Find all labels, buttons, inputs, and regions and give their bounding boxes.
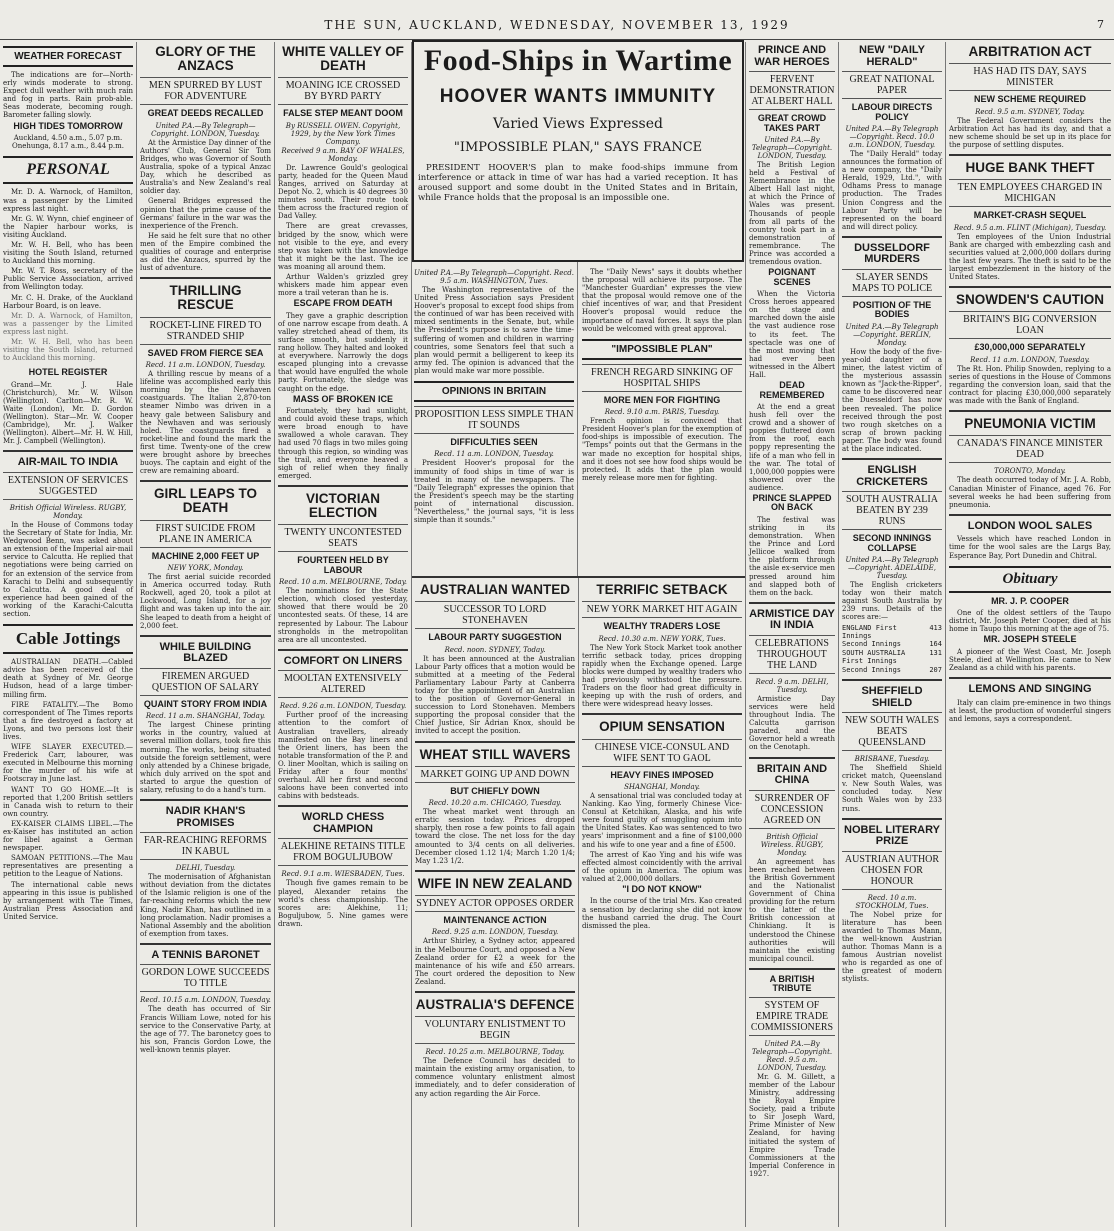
subhead: GREAT NATIONAL PAPER — [842, 71, 942, 99]
body-text: The arrest of Kao Ying and his wife was effected almost coincidently with the arrival of the opium in America. The opium was valued at 2,000,000 dollars. — [582, 850, 742, 883]
headline: A TENNIS BARONET — [151, 948, 260, 961]
byline: By RUSSELL OWEN. Copyright, 1929, by the New York Times Company. — [285, 121, 401, 146]
cable-item: EX-KAISER CLAIMS LIBEL.—The ex-Kaiser has instituted an action for libel against a German newspaper. — [3, 819, 133, 853]
cable-item: The international cable news appearing in this issue is published by arrangement with The Times, Australian Press Association and United Service. — [3, 880, 133, 921]
headline: NOBEL LITERARY PRIZE — [844, 823, 940, 848]
headline: WHITE VALLEY OF DEATH — [282, 44, 404, 74]
headline: OPINIONS IN BRITAIN — [414, 381, 574, 402]
deck: LABOUR PARTY SUGGESTION — [428, 632, 562, 643]
dateline: Recd. 11 a.m. SHANGHAI, Today. — [145, 712, 266, 721]
headline: AUSTRALIAN WANTED — [420, 582, 570, 597]
deck: BUT CHIEFLY DOWN — [450, 785, 540, 796]
deck: LABOUR DIRECTS POLICY — [851, 102, 933, 122]
dateline: Recd. 9.26 a.m. LONDON, Tuesday. — [279, 702, 407, 711]
deck: WEALTHY TRADERS LOSE — [603, 621, 721, 632]
body-text: Fortunately, they had sunlight, and could avoid these traps, which were broad enough to have swallowed a whole caravan. They had used 70 flags in two miles going through this region, so winding was the trail, and everyone heaved a sigh of relief when they finally emerged. — [278, 407, 408, 480]
deck: MACHINE 2,000 FEET UP — [151, 550, 260, 561]
body-text: It has been announced at the Australian Labour Party offices that a motion would be submitted at a meeting of the Federal Parliamentary Labour Party at Canberra today for the appointment of an Australian to the position of Governor-General in succession to Lord Stonehaven. Members supporting the proposal consider that the Chief Justice, Sir Adrian Knox, should be invited to accept the position. — [415, 654, 575, 736]
body-text: A sensational trial was concluded today at Nanking. Kao Ying, formerly Chinese Vice-Consul at Ketchikan, Alaska, and his wife were found guilty of smuggling opium into the United States. Kao was sentenced to two years' imprisonment and a fine of $100,000 and his wife to one year and a fine of £500. — [582, 791, 742, 849]
body-text: In the course of the trial Mrs. Kao created a sensation by declaring she did not know the husband carried the drug. The Court dismissed the plea. — [582, 897, 742, 930]
headline: WHILE BUILDING BLAZED — [159, 640, 252, 665]
body-text: The wheat market went through an erratic session today. Prices dropped sharply, then rose a few points to fall again toward the close. The net loss for the day amounted to 3/4 cents on all deliveries. December closed 1.12 1/4; March 1.20 1/4; May 1.23 1/2. — [415, 808, 575, 865]
subhead: NEW SOUTH WALES BEATS QUEENSLAND — [842, 712, 942, 751]
column-rule — [577, 262, 578, 576]
cable-item: WIFE SLAYER EXECUTED.—Frederick Carr, labourer, was executed in Melbourne this morning for the murder of his wife at Footscray in June last. — [3, 743, 133, 784]
body-text: Dr. Lawrence Gould's geological party, headed for the Queen Maud Ranges, arrived on Saturday at Depot No. 2, which is 40 degrees 30 minutes south. Their route took them across the fractured region of Dad Valley. — [278, 163, 408, 221]
subhead: BRITAIN'S BIG CONVERSION LOAN — [949, 311, 1111, 339]
body-text: The New York Stock Market took another terrific setback today, prices dropping rapidly when the Exchange opened. Large blocks were dumped by wealthy traders who had previously withstood the pressure. Traders on the floor had great difficulty in keeping up with the rush of orders, and there were widespread heavy losses. — [582, 643, 742, 709]
subhead: FERVENT DEMONSTRATION AT ALBERT HALL — [749, 71, 835, 110]
body-text: Further proof of the increasing attention to the comfort of Australian travellers, already manifested on the Bay liners and the Orient liners, has been the notable transformation of the P. and O. liner Mooltan, which is sailing on Friday after a four months' overhaul. All her first and second saloons have been converted into cabins with bedsteads. — [278, 711, 408, 801]
body-text: The Sheffield Shield cricket match, Queensland v. New South Wales, was concluded today. New South Wales won by 233 runs. — [842, 764, 942, 813]
dateline: United P.A.—By Telegraph—Copyright. Recd. 9.5 a.m. LONDON, Tuesday. — [751, 1039, 833, 1072]
headline: "IMPOSSIBLE PLAN" — [582, 339, 742, 360]
subhead: AUSTRIAN AUTHOR CHOSEN FOR HONOUR — [842, 851, 942, 890]
dateline: Recd. 10.25 a.m. MELBOURNE, Today. — [425, 1048, 565, 1057]
subhead: FIRST SUICIDE FROM PLANE IN AMERICA — [140, 520, 271, 548]
obituary-name: MR. J. P. COOPER — [991, 595, 1069, 606]
headline: LONDON WOOL SALES — [967, 519, 1093, 532]
subhead: SURRENDER OF CONCESSION AGREED ON — [749, 790, 835, 829]
hotel-text: Grand—Mr. J. Hale (Christchurch), Mr. W. Wilson (Wellington). Carlton—Mr. R. W. Waite (London), Mr. D. Gordon (Wellington). Star—Mr. W. Cooper (Cambridge), Mr. J. Walker (Wellington). Albert—Mr. H. W. Hill, Mr. J. Campbell (Wellington). — [3, 380, 133, 446]
deck: SAVED FROM FIERCE SEA — [147, 347, 264, 358]
dateline: Recd. 9.5 a.m. SYDNEY, Today. — [975, 107, 1085, 116]
personal-item: Mr. D. A. Warnock, of Hamilton, was a passenger by the Limited express last night. — [3, 188, 133, 213]
score-label: Second Innings — [842, 665, 902, 674]
body-text: French opinion is convinced that President Hoover's plan for the exemption of food-ships is impossible of execution. The "Temps" points out that the Germans in the war made no exception for hospital ships, and it does not see how food ships would be protected. It adds that the plan would merely release more men for fighting. — [582, 417, 742, 482]
dateline: DELHI, Tuesday. — [175, 864, 236, 873]
lead-deck: Varied Views Expressed — [493, 116, 663, 132]
column-2 — [137, 42, 274, 1229]
body-text: They gave a graphic description of one narrow escape from death. A valley stretched ahead of them, its surface smooth, but suddenly it rang hollow. They halted and looked at everywhere. Narrowly the dogs escaped plunging into a crevasse that would have engulfed the whole party. Fortunately, the sledge was caught on the edge. — [278, 311, 408, 393]
body-text: President Hoover's proposal for the immunity of food ships in time of war is treated in many of the newspapers. The "Daily Telegraph" expresses the opinion that the President's speech may be the starting point of international discussion. "Nevertheless," the journal says, "it is less simple than it sounds." — [414, 459, 574, 525]
lead-intro: PRESIDENT HOOVER'S plan to make food-ships immune from interference or attack in time of war has had a varied reception. It has aroused support and some doubt in the United States and in Britain, while France holds that the proposal is an impossible one. — [418, 163, 738, 203]
body-text: Armistice Day services were held throughout India. The Calcutta garrison paraded, and the Governor held a wreath on the Cenotaph. — [749, 694, 835, 752]
subhead: GORDON LOWE SUCCEEDS TO TITLE — [140, 964, 271, 992]
subhead: SOUTH AUSTRALIA BEATEN BY 239 RUNS — [842, 491, 942, 530]
score-row — [842, 666, 942, 674]
air-mail-dateline: British Official Wireless. RUGBY, Monday. — [9, 504, 127, 521]
subhead: FIREMEN ARGUED QUESTION OF SALARY — [140, 668, 271, 696]
deck: MORE MEN FOR FIGHTING — [603, 394, 721, 405]
headline: ARMISTICE DAY IN INDIA — [749, 607, 835, 632]
subhead: MEN SPURRED BY LUST FOR ADVENTURE — [140, 77, 271, 105]
headline: ENGLISH CRICKETERS — [856, 464, 928, 488]
lead-title: Food-Ships in Wartime — [423, 44, 733, 77]
body-text: Mr. G. M. Gillett, a member of the Labour Ministry, addressing the Royal Empire Society, paid a tribute to Sir Joseph Ward, Prime Minister of New Zealand, for having initiated the system of Empire Trade Commissioners at the Imperial Conference in 1927. — [749, 1072, 835, 1178]
headline: TERRIFIC SETBACK — [596, 582, 728, 597]
personal-item: Mr. W. T. Ross, secretary of the Public Service Association, arrived from Wellington today. — [3, 267, 133, 292]
dateline: Recd. 9.5 a.m. FLINT (Michigan), Tuesday. — [953, 223, 1107, 232]
dateline: Recd. 9.1 a.m. WIESBADEN, Tues. — [281, 870, 405, 879]
body-text: At the end a great hush fell over the crowd and a shower of poppies fluttered down from the roof, each poppy representing the life of a man who fell in the war. The total of 1,000,000 poppies were showered over the audience. — [749, 402, 835, 492]
subhead: PROPOSITION LESS SIMPLE THAN IT SOUNDS — [414, 406, 574, 434]
headline: WIFE IN NEW ZEALAND — [417, 875, 573, 891]
body-text: An agreement has been reached between the British Government and the Nationalist Government of China providing for the return to the latter of the British concession at Chinkiang. It is understood the Chinese authorities will maintain the existing municipal council. — [749, 857, 835, 963]
body-text: The Washington representative of the United Press Association says President Hoover's proposal to except food ships from the continued of war has been received with mixed sentiments in the Senate, but, while the President's purpose is to save the time-suffering of women and children in warring countries, some Senators feel that such a plan would permit a belligerent to keep its army fed. The opinion is advanced that the plan would make war more possible. — [414, 286, 574, 375]
dateline: United P.A.—By Telegraph—Copyright. Recd. 10.0 a.m. LONDON, Tuesday. — [845, 124, 939, 149]
lead-subtitle: HOOVER WANTS IMMUNITY — [439, 86, 717, 107]
score-label: ENGLAND First Innings — [842, 623, 897, 640]
headline: COMFORT ON LINERS — [283, 654, 403, 667]
body-text: The festival was striking in its demonstration. When the Prince and Lord Jellicoe walked from the platform through the aisle ex-service men pressed around him and slapped both of them on the back. — [749, 515, 835, 597]
crosshead: POIGNANT SCENES — [768, 267, 816, 287]
dateline: United P.A.—By Telegraph—Copyright. BERLIN, Monday. — [845, 322, 939, 347]
personal-title: PERSONAL — [3, 156, 133, 184]
crosshead: PRINCE SLAPPED ON BACK — [752, 493, 832, 513]
body-text: Italy can claim pre-eminence in two things at least, the production of wonderful singers and lemons, says a correspondent. — [949, 698, 1111, 723]
dateline: United P.A.—By Telegraph—Copyright. LONDON, Tuesday. — [151, 121, 260, 138]
obituary-name: MR. JOSEPH STEELE — [983, 634, 1077, 645]
body-text: The Nobel prize for literature has been awarded to Thomas Mann, the well-known Austrian author. Thomas Mann is a famous Austrian novelist who is regarded as one of the greatest of modern stylists. — [842, 910, 942, 984]
dateline: Received 9 a.m. BAY OF WHALES, Monday. — [281, 146, 405, 163]
dateline: Recd. 10 a.m. MELBOURNE, Today. — [279, 578, 407, 587]
body-text: The Federal Government considers the Arbitration Act has had its day, and that a new scheme should be set up in its place for the purpose of settling disputes. — [949, 116, 1111, 149]
body-text: The nominations for the State election, which closed yesterday, showed that there would be 20 uncontested seats. Of these, 14 are represented by Labour. The Labour strongholds in the metropolitan area are all uncontested. — [278, 587, 408, 644]
score-label: Second Innings — [842, 640, 902, 649]
cable-item: SAMOAN PETITIONS.—The Mau representatives are presenting a petition to the League of Nations. — [3, 854, 133, 879]
subhead: CANADA'S FINANCE MINISTER DEAD — [949, 435, 1111, 463]
cable-item: WANT TO GO HOME.—It is reported that 1,200 British settlers in Canada wish to return to their own country. — [3, 785, 133, 818]
body-text: One of the oldest settlers of the Taupo district, Mr. Joseph Peter Cooper, died at his home in Taupo this morning at the age of 75. — [949, 609, 1111, 634]
body-text: Arthur Shirley, a Sydney actor, appeared in the Melbourne Court, and opposed a New Zealand order for £2 a week for the maintenance of his wife and £50 arrears. The court ordered the deposition to New Zealand. — [415, 937, 575, 986]
body-text: The death occurred today of Mr. J. A. Robb, Canadian Minister of Finance, aged 76. For several weeks he had been suffering from pneumonia. — [949, 476, 1111, 509]
deck: GREAT CROWD TAKES PART — [757, 113, 827, 133]
tides-auckland: Auckland, 4.50 a.m., 5.07 p.m. — [13, 134, 123, 142]
headline: GIRL LEAPS TO DEATH — [153, 486, 258, 516]
headline: THRILLING RESCUE — [169, 283, 242, 313]
subhead: FAR-REACHING REFORMS IN KABUL — [140, 832, 271, 860]
body-text: The "Daily News" says it doubts whether the proposal will achieve its purpose. The "Manchester Guardian" expresses the view that the proposal would remove one of the chief incentives of war, and that President Hoover's proposal would reduce the importance of naval forces. It says the plan would be welcomed with great approval. — [582, 268, 742, 333]
subhead: SUCCESSOR TO LORD STONEHAVEN — [415, 601, 575, 629]
body-text: The "Daily Herald" today announces the formation of a new company, the "Daily Herald, 1929, Ltd.", with Odhams Press to manage production. The Trades Union Congress and the Labour Party will be represented on the board and will direct policy. — [842, 149, 942, 231]
dateline: Recd. 10.20 a.m. CHICAGO, Tuesday. — [428, 799, 562, 808]
dateline: Recd. 9.10 a.m. PARIS, Tuesday. — [604, 408, 720, 417]
dateline: Recd. 10.15 a.m. LONDON, Tuesday. — [140, 996, 271, 1005]
deck: QUAINT STORY FROM INDIA — [143, 698, 268, 709]
column-1 — [0, 42, 136, 1229]
body-text: The Defence Council has decided to maintain the existing army organisation, to commence voluntary enlistment almost immediately, and to defer consideration of any action regarding the Air Force. — [415, 1057, 575, 1098]
headline: PNEUMONIA VICTIM — [964, 416, 1096, 432]
air-mail-text: In the House of Commons today the Secretary of State for India, Mr. Wedgwood Benn, was asked about an extension of the Imperial air-mail service to Calcutta. He replied that negotiations were being carried on for an extension of the service from Karachi to Delhi and subsequently to Calcutta. A good deal of experience had been gained of the working of the Karachi-Calcutta section. — [3, 521, 133, 619]
headline: VICTORIAN ELECTION — [305, 490, 380, 521]
deck: NEW SCHEME REQUIRED — [973, 94, 1086, 105]
headline: GLORY OF THE ANZACS — [155, 44, 256, 74]
headline: HUGE BANK THEFT — [965, 159, 1095, 175]
column-8 — [839, 42, 945, 1229]
headline: NEW "DAILY HERALD" — [859, 44, 925, 68]
tides-onehunga: Onehunga, 8.17 a.m., 8.44 p.m. — [12, 142, 124, 151]
dateline: Recd. 11 a.m. LONDON, Tuesday. — [145, 361, 266, 370]
lead-col-2 — [582, 268, 742, 484]
crosshead: DEAD REMEMBERED — [759, 380, 825, 400]
dateline: TORONTO, Monday. — [994, 467, 1066, 476]
dateline: Recd. 9.25 a.m. LONDON, Tuesday. — [431, 928, 559, 937]
headline: PRINCE AND WAR HEROES — [754, 44, 830, 68]
subhead: FRENCH REGARD SINKING OF HOSPITAL SHIPS — [582, 364, 742, 392]
crosshead: MASS OF BROKEN ICE — [292, 393, 393, 404]
personal-item: Mr. G. W. Wynn, chief engineer of the Napier harbour works, is visiting Auckland. — [3, 214, 133, 239]
subhead: TEN EMPLOYEES CHARGED IN MICHIGAN — [949, 179, 1111, 207]
dateline: Recd. 11 a.m. LONDON, Tuesday. — [970, 355, 1090, 364]
subhead: ALEKHINE RETAINS TITLE FROM BOGULJUBOW — [278, 838, 408, 866]
body-text: The modernisation of Afghanistan without deviation from the dictates of the Islamic religion is one of the far-reaching reforms which the new King, Nadir Khan, has outlined in a long proclamation. Nadir promises a National Assembly and the abolition of exemption from taxes. — [140, 873, 271, 938]
masthead-line: THE SUN, AUCKLAND, WEDNESDAY, NOVEMBER 13, 1929 — [324, 18, 790, 32]
air-mail-title: AIR-MAIL TO INDIA — [17, 456, 119, 469]
deck: HEAVY FINES IMPOSED — [610, 769, 714, 780]
deck: GREAT DEEDS RECALLED — [147, 108, 264, 119]
weather-title: WEATHER FORECAST — [3, 46, 133, 67]
column-3 — [275, 42, 411, 1229]
score-value: 131 — [929, 648, 942, 657]
subhead: HAS HAD ITS DAY, SAYS MINISTER — [949, 63, 1111, 91]
body-text: Vessels which have reached London in time for the wool sales are the Largs Bay, Esperance Bay, Port Dunedin and Chitral. — [949, 535, 1111, 560]
deck: £30,000,000 SEPARATELY — [974, 342, 1086, 353]
headline: WORLD CHESS CHAMPION — [301, 811, 385, 835]
body-text: How the body of the five-year-old daughter of a miner, the latest victim of the mysterious assassin known as "Jack-the-Ripper", came to be discovered near the Duesseldorf has now been revealed. The police received through the post two rough sketches on a scrap of brown packing paper. The body was found at the place indicated. — [842, 347, 942, 453]
score-row — [842, 624, 942, 641]
lead-quote: "IMPOSSIBLE PLAN," SAYS FRANCE — [453, 140, 703, 155]
body-text: The British Legion held a Festival of Remembrance in the Albert Hall last night, at which the Prince of Wales was present. Thousands of people from all parts of the country took part in a demonstration of remembrance. The Prince was accorded a tremendous ovation. — [749, 160, 835, 267]
cable-item: AUSTRALIAN DEATH.—Cabled advice has been received of the death at Sydney of Mr. George Hudson, head of a large timber-milling firm. — [3, 658, 133, 699]
headline: A BRITISH TRIBUTE — [769, 973, 815, 994]
lead-story-header — [414, 44, 742, 203]
personal-item: Mr. C. H. Drake, of the Auckland Harbour Board, is on leave. — [3, 293, 133, 310]
dateline: United P.A.—By Telegraph—Copyright. Recd. 9.5 a.m. WASHINGTON, Tues. — [414, 269, 574, 285]
subhead: VOLUNTARY ENLISTMENT TO BEGIN — [415, 1016, 575, 1044]
score-value: 207 — [929, 665, 942, 674]
subhead: MARKET GOING UP AND DOWN — [415, 766, 575, 783]
cable-jottings-title: Cable Jottings — [3, 624, 133, 654]
filler-text: Mr. W. H. Bell, who has been visiting the South Island, returned to Auckland this morning. — [3, 338, 133, 363]
column-5 — [412, 580, 578, 1229]
deck: DIFFICULTIES SEEN — [450, 437, 538, 448]
score-row — [842, 649, 942, 666]
score-row — [842, 640, 942, 648]
subhead: NEW YORK MARKET HIT AGAIN — [582, 601, 742, 618]
cable-item: FIRE FATALITY.—The Bomo correspondent of The Times reports that a fire destroyed a factory at Lyons, and two persons lost their lives. — [3, 700, 133, 741]
dateline: NEW YORK, Monday. — [167, 564, 244, 573]
body-text: Ten employees of the Union Industrial Bank are charged with embezzling cash and securities valued at 2,000,000 dollars during the last few years. The theft is said to be the largest embezzlement in the history of the United States. — [949, 232, 1111, 282]
subhead: CHINESE VICE-CONSUL AND WIFE SENT TO GAOL — [582, 739, 742, 767]
headline: SNOWDEN'S CAUTION — [956, 292, 1104, 308]
headline: WHEAT STILL WAVERS — [419, 746, 571, 762]
dateline: British Official Wireless. RUGBY, Monday. — [760, 832, 824, 857]
subhead: SLAYER SENDS MAPS TO POLICE — [842, 269, 942, 297]
headline: SHEFFIELD SHIELD — [861, 684, 923, 709]
subhead: MOOLTAN EXTENSIVELY ALTERED — [278, 670, 408, 698]
crosshead: ESCAPE FROM DEATH — [293, 298, 393, 309]
score-value: 413 — [929, 623, 942, 632]
body-text: General Bridges expressed the opinion that the prime cause of the Germans' failure in the war was the inexperience of the French. — [140, 197, 271, 230]
column-9 — [946, 42, 1114, 1229]
subhead: SYSTEM OF EMPIRE TRADE COMMISSIONERS — [749, 997, 835, 1036]
body-text: When the Victoria Cross heroes appeared on the stage and marched down the aisle the vast audience rose to its feet. The spectacle was one of the most moving that had ever been witnessed in the Albert Hall. — [749, 290, 835, 379]
dateline: Recd. 9 a.m. DELHI, Tuesday. — [755, 677, 829, 694]
lead-col-1 — [414, 268, 574, 526]
dateline: Recd. 10.30 a.m. NEW YORK, Tues. — [598, 634, 726, 643]
deck: FALSE STEP MEANT DOOM — [283, 108, 403, 119]
hotel-title: HOTEL REGISTER — [28, 367, 108, 378]
subhead: MOANING ICE CROSSED BY BYRD PARTY — [278, 77, 408, 105]
body-text: At the Armistice Day dinner of the Authors' Club, General Sir Tom Bridges, who was Governor of South Australia, spoke of a typical Anzac Day, which he described as Australia's and New Zealand's real soldier day. — [140, 138, 271, 196]
score-label: SOUTH AUSTRALIA First Innings — [842, 648, 906, 666]
deck: FOURTEEN HELD BY LABOUR — [297, 555, 389, 575]
deck: MAINTENANCE ACTION — [443, 914, 547, 925]
subhead: TWENTY UNCONTESTED SEATS — [278, 524, 408, 552]
air-mail-sub: EXTENSION OF SERVICES SUGGESTED — [3, 472, 133, 500]
tides-title: HIGH TIDES TOMORROW — [13, 120, 123, 131]
body-text: Arthur Walden's grizzled grey whiskers made him appear even more a trail veteran than he is. — [278, 273, 408, 298]
score-table — [842, 624, 942, 674]
crosshead: "I DO NOT KNOW" — [622, 884, 702, 894]
headline: LEMONS AND SINGING — [968, 683, 1092, 696]
headline: OPIUM SENSATION — [599, 719, 725, 735]
headline: AUSTRALIA'S DEFENCE — [415, 996, 575, 1012]
masthead — [0, 0, 1114, 40]
subhead: ROCKET-LINE FIRED TO STRANDED SHIP — [140, 317, 271, 345]
weather-text: The indications are for—North-erly winds moderate to strong. Expect dull weather with much rain and fog in parts. Rain prob-able. Seas moderate, becoming rough. Barometer falling slowly. — [3, 71, 133, 120]
score-value: 164 — [929, 640, 942, 649]
deck: MARKET-CRASH SEQUEL — [973, 210, 1087, 221]
filler-text: Mr. D. A. Warnock, of Hamilton, was a passenger by the Limited express last night. — [3, 311, 133, 336]
personal-item: Mr. W. H. Bell, who has been visiting the South Island, returned to Auckland this morning. — [3, 240, 133, 266]
body-text: Though five games remain to be played, Alexander retains the world's chess championship. The scores are: Alekhine, 11; Boguljubow, 5. Nine games were drawn. — [278, 879, 408, 928]
body-text: A thrilling rescue by means of a lifeline was accomplished early this morning by the Newhaven coastguards. The Italian 2,870-ton steamer Nimbo was driven in a heavy gale between Salisbury and the Newhaven and was seriously holed. The coastguards fired a rocket-line and found the mark the first time. Twenty-one of the crew were brought ashore by breeches buoys. The captain and eight of the crew are remaining aboard. — [140, 370, 271, 476]
dateline: BRISBANE, Tuesday. — [854, 755, 930, 764]
deck: POSITION OF THE BODIES — [852, 300, 932, 320]
dateline: United P.A.—By Telegraph—Copyright. ADELAIDE, Tuesday. — [845, 556, 939, 581]
dateline: SHANGHAI, Monday. — [624, 782, 700, 791]
body-text: The largest Chinese printing works in the country, valued at several million dollars, took fire this morning. The works, being situated outside the foreign settlement, were only attended by a Chinese brigade, which duly arrived on the spot and started to argue the question of salary, refusing to do a hand's turn. — [140, 721, 271, 794]
obituary-title: Obituary — [949, 566, 1111, 593]
page-number: 7 — [1097, 18, 1104, 31]
dateline: United P.A.—By Telegraph—Copyright. LONDON, Tuesday. — [751, 135, 833, 160]
body-text: The first aerial suicide recorded in America occurred today. Ruth Rockwell, aged 20, took a pilot at Lockwood, Long Island, for a joy flight and was taken up into the air. She leaped to death from a height of 2,000 feet. — [140, 573, 271, 630]
body-text: He said he felt sure that no other men of the Empire combined the qualities of courage and enterprise as did the Anzacs, spurred by the lust of adventure. — [140, 231, 271, 273]
dateline: Recd. noon. SYDNEY, Today. — [444, 645, 546, 654]
column-6 — [579, 580, 745, 1229]
column-7 — [746, 42, 838, 1229]
body-text: The death has occurred of Sir Francis William Lowe, noted for his service to the Conservative Party, at the age of 77. The baronetcy goes to his son, Francis Gordon Lowe, the well-known tennis player. — [140, 1005, 271, 1054]
dateline: Recd. 10 a.m. STOCKHOLM, Tues. — [855, 893, 929, 910]
headline: ARBITRATION ACT — [968, 44, 1092, 59]
deck: SECOND INNINGS COLLAPSE — [852, 533, 932, 553]
headline: BRITAIN AND CHINA — [756, 762, 828, 787]
body-text: A pioneer of the West Coast, Mr. Joseph Steele, died at Wellington. He came to New Zealand as a child with his parents. — [949, 647, 1111, 672]
body-text: There are great crevasses, bridged by the snow, which were not visible to the eye, and every step was taken with the knowledge that it might be the last. The ice was moaning all around them. — [278, 222, 408, 271]
dateline: Recd. 11 a.m. LONDON, Tuesday. — [434, 450, 554, 459]
body-text: The Rt. Hon. Philip Snowden, replying to a series of questions in the House of Commons regarding the conversion loan, said that the contract for placing £30,000,000 separately was made with the Bank of England. — [949, 364, 1111, 406]
subhead: CELEBRATIONS THROUGHOUT THE LAND — [749, 635, 835, 674]
subhead: SYDNEY ACTOR OPPOSES ORDER — [415, 895, 575, 912]
body-text: The English cricketers today won their match against South Australia by 239 runs. Details of the scores are:— — [842, 581, 942, 622]
headline: NADIR KHAN'S PROMISES — [165, 805, 246, 829]
headline: DUSSELDORF MURDERS — [854, 241, 930, 266]
